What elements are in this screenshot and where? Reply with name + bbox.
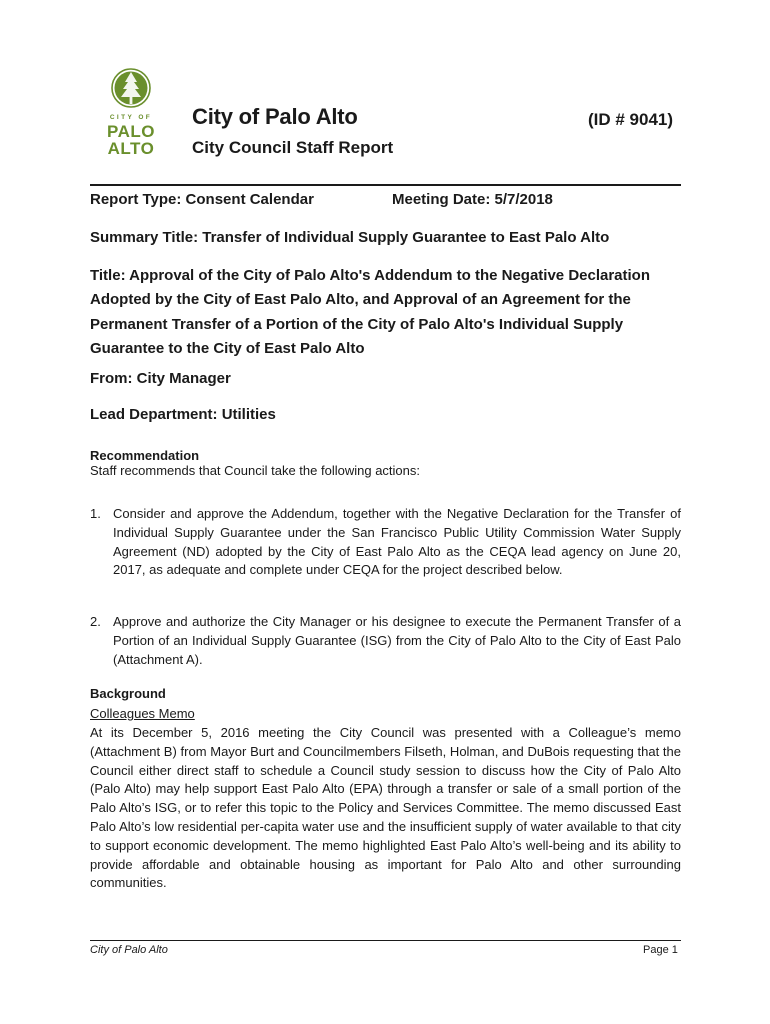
list-item-text: Consider and approve the Addendum, together with the Negative Declaration for the Transfer of Individual Supply Guarantee under the San Francisco Public Utility Commission Water Supply Agreement (ND) adopted by the City of East Palo Alto as the CEQA lead agency on June 20, 2017, as adequate and complete under CEQA for the project described below. <box>113 506 681 578</box>
report-type: Report Type: Consent Calendar <box>90 191 314 208</box>
background-heading: Background <box>90 686 166 701</box>
recommendation-intro: Staff recommends that Council take the following actions: <box>90 463 420 478</box>
list-item-number: 2. <box>90 614 101 629</box>
background-paragraph: At its December 5, 2016 meeting the City Council was presented with a Colleague’s memo (Attachment B) from Mayor Burt and Councilmembers Filseth, Holman, and DuBois requesting that the Council either direct staff to schedule a Council study session to discuss how the City of Palo Alto (Palo Alto) may help support East Palo Alto (EPA) through a transfer or sale of a small portion of the Palo Alto’s ISG, or to refer this topic to the Policy and Services Committee. The memo discussed East Palo Alto’s low residential per-capita water use and the insufficient supply of water available to that city to support economic development. The memo highlighted East Palo Alto’s well-being and its ability to provide affordable and obtainable housing as important for Palo Alto and other surrounding communities. <box>90 725 681 891</box>
recommendation-heading: Recommendation <box>90 448 200 463</box>
list-item <box>90 613 681 669</box>
report-id: (ID # 9041) <box>588 110 674 129</box>
footer-org: City of Palo Alto <box>90 944 168 956</box>
meeting-date: Meeting Date: 5/7/2018 <box>392 191 553 208</box>
report-title: Title: Approval of the City of Palo Alto's Addendum to the Negative Declaration Adopted by the City of East Palo Alto, and Approval of an Agreement for the Permanent Transfer of a Portion of the City of Palo Alto's Individual Supply Guarantee to the City of East Palo Alto <box>90 267 651 358</box>
list-item <box>90 505 681 580</box>
report-subtitle: City Council Staff Report <box>192 138 394 157</box>
city-logo <box>106 66 156 160</box>
page-number: Page 1 <box>643 944 678 956</box>
header-divider <box>90 184 681 186</box>
summary-title: Summary Title: Transfer of Individual Supply Guarantee to East Palo Alto <box>90 229 610 246</box>
tree-seal-icon <box>106 66 156 112</box>
list-item-text: Approve and authorize the City Manager or his designee to execute the Permanent Transfer of a Portion of an Individual Supply Guarantee (ISG) from the City of Palo Alto to the City of East Palo (Attachment A). <box>113 614 681 667</box>
background-subheading: Colleagues Memo <box>90 706 195 721</box>
logo-alto: ALTO <box>107 139 155 158</box>
list-item-number: 1. <box>90 506 101 521</box>
lead-department: Lead Department: Utilities <box>90 406 276 423</box>
logo-city-of: CITY OF <box>109 114 153 121</box>
from-line: From: City Manager <box>90 370 231 387</box>
org-title: City of Palo Alto <box>192 104 358 129</box>
footer-divider <box>90 940 681 941</box>
logo-palo: PALO <box>107 122 155 141</box>
